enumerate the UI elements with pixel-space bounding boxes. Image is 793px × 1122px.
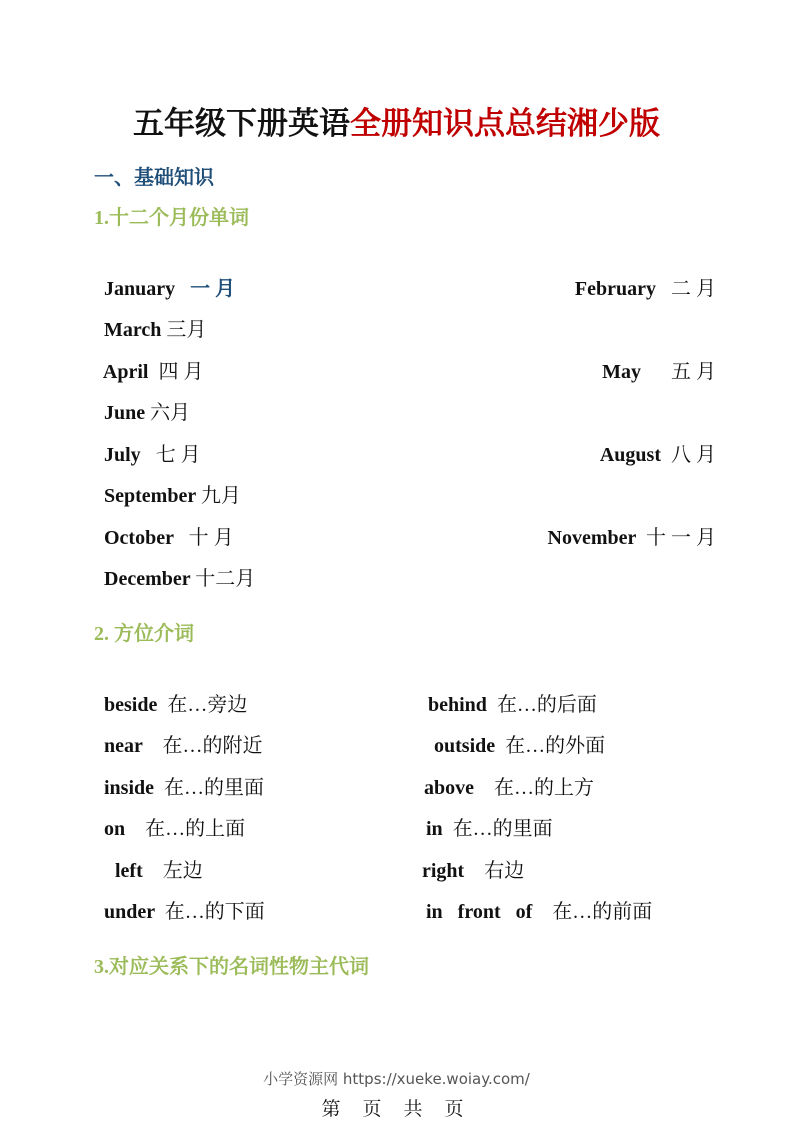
preposition-en: under xyxy=(104,901,155,923)
preposition-en: in xyxy=(426,818,443,840)
preposition-en: inside xyxy=(104,777,155,799)
preposition-item xyxy=(94,870,265,926)
month-en: August xyxy=(599,444,661,466)
month-en: December xyxy=(104,568,191,590)
footer-site-link[interactable]: 小学资源网 https://xueke.woiay.com/ xyxy=(263,1070,530,1088)
preposition-en: above xyxy=(424,777,474,799)
subheading-possessive-pronouns: 3.对应关系下的名词性物主代词 xyxy=(94,956,369,978)
preposition-cn: 在…的上面 xyxy=(145,818,246,840)
section-heading-basics: 一、基础知识 xyxy=(94,167,214,189)
month-row xyxy=(592,330,716,386)
month-cn: 十二月 xyxy=(195,568,256,590)
month-cn: 四 月 xyxy=(158,361,204,383)
footer-page-number: 第 页 共 页 xyxy=(321,1098,472,1120)
month-cn: 十 月 xyxy=(188,527,234,549)
preposition-cn: 在…的下面 xyxy=(164,901,265,923)
preposition-cn: 在…的前面 xyxy=(552,901,653,923)
month-en: February xyxy=(574,278,656,300)
title-black-part: 五年级下册英语 xyxy=(133,106,350,141)
month-row xyxy=(565,247,716,303)
preposition-en: behind xyxy=(428,694,487,716)
preposition-cn: 在…的上方 xyxy=(494,777,594,799)
preposition-cn: 在…的外面 xyxy=(505,735,606,757)
preposition-en: left xyxy=(115,860,143,882)
preposition-cn: 右边 xyxy=(484,860,525,882)
preposition-en: in front of xyxy=(426,901,533,923)
month-en: May xyxy=(602,361,641,383)
preposition-item xyxy=(416,870,652,926)
preposition-cn: 在…的后面 xyxy=(496,694,597,716)
month-row xyxy=(94,537,255,593)
month-cn: 二 月 xyxy=(671,278,716,300)
month-cn: 八 月 xyxy=(671,444,716,466)
month-en: September xyxy=(104,485,196,507)
preposition-en: on xyxy=(104,818,126,840)
month-en: October xyxy=(104,527,174,549)
page-title xyxy=(0,104,793,144)
subheading-months: 1.十二个月份单词 xyxy=(94,207,249,229)
month-cn: 十 一 月 xyxy=(646,527,716,549)
month-en: November xyxy=(547,527,636,549)
title-red-part: 全册知识点总结湘少版 xyxy=(350,106,660,141)
subheading-prepositions: 2. 方位介词 xyxy=(94,623,194,645)
month-en: June xyxy=(104,402,146,424)
month-cn: 九月 xyxy=(200,485,241,507)
preposition-en: right xyxy=(422,860,465,882)
preposition-cn: 在…的附近 xyxy=(162,735,263,757)
preposition-en: near xyxy=(104,735,143,757)
preposition-cn: 在…旁边 xyxy=(167,694,248,716)
preposition-en: beside xyxy=(104,694,158,716)
month-cn: 五 月 xyxy=(671,361,716,383)
month-en: January xyxy=(104,278,176,300)
month-en: March xyxy=(104,319,162,341)
month-cn: 七 月 xyxy=(155,444,201,466)
month-en: July xyxy=(104,444,141,466)
month-cn: 六月 xyxy=(150,402,191,424)
month-en: April xyxy=(102,361,149,383)
preposition-cn: 在…的里面 xyxy=(164,777,265,799)
preposition-en: outside xyxy=(434,735,496,757)
month-cn: 一 月 xyxy=(190,278,236,300)
month-row xyxy=(591,413,716,469)
preposition-cn: 在…的里面 xyxy=(452,818,553,840)
preposition-cn: 左边 xyxy=(162,860,203,882)
month-cn: 三月 xyxy=(166,319,207,341)
month-row xyxy=(538,496,717,552)
